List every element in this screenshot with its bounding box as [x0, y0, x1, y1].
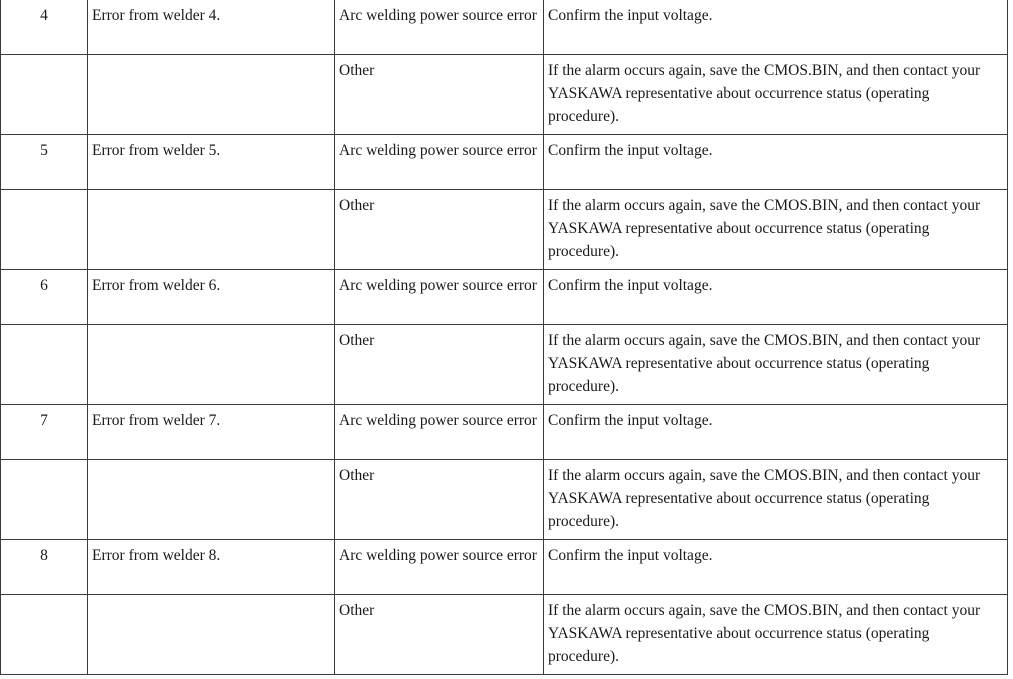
alarm-name: Error from welder 6.	[88, 270, 335, 325]
alarm-name: Error from welder 4.	[88, 0, 335, 55]
remedy-cell: If the alarm occurs again, save the CMOS.BIN, and then contact your YASKAWA representative about occurrence status (operating procedure).	[544, 460, 1008, 540]
empty-number-cell	[1, 595, 88, 675]
remedy-cell: Confirm the input voltage.	[544, 540, 1008, 595]
alarm-number: 6	[1, 270, 88, 325]
remedy-cell: Confirm the input voltage.	[544, 0, 1008, 55]
remedy-cell: Confirm the input voltage.	[544, 135, 1008, 190]
cause-cell: Other	[335, 190, 544, 270]
alarm-name: Error from welder 5.	[88, 135, 335, 190]
alarm-name: Error from welder 8.	[88, 540, 335, 595]
remedy-cell: If the alarm occurs again, save the CMOS.BIN, and then contact your YASKAWA representative about occurrence status (operating procedure).	[544, 325, 1008, 405]
table-row	[1, 55, 1008, 135]
cause-cell: Arc welding power source error	[335, 135, 544, 190]
cause-cell: Other	[335, 55, 544, 135]
remedy-cell: If the alarm occurs again, save the CMOS.BIN, and then contact your YASKAWA representative about occurrence status (operating procedure).	[544, 55, 1008, 135]
empty-name-cell	[88, 325, 335, 405]
empty-number-cell	[1, 55, 88, 135]
empty-number-cell	[1, 190, 88, 270]
cause-cell: Arc welding power source error	[335, 405, 544, 460]
table-row	[1, 405, 1008, 460]
table-row	[1, 190, 1008, 270]
cause-cell: Other	[335, 595, 544, 675]
cause-cell: Arc welding power source error	[335, 0, 544, 55]
table-row	[1, 0, 1008, 55]
cause-cell: Arc welding power source error	[335, 540, 544, 595]
cause-cell: Other	[335, 325, 544, 405]
table-row	[1, 540, 1008, 595]
alarm-number: 5	[1, 135, 88, 190]
table-row	[1, 270, 1008, 325]
alarm-number: 4	[1, 0, 88, 55]
empty-name-cell	[88, 55, 335, 135]
table-row	[1, 325, 1008, 405]
table-row	[1, 595, 1008, 675]
cause-cell: Other	[335, 460, 544, 540]
empty-name-cell	[88, 595, 335, 675]
alarm-number: 8	[1, 540, 88, 595]
table-row	[1, 460, 1008, 540]
remedy-cell: If the alarm occurs again, save the CMOS.BIN, and then contact your YASKAWA representative about occurrence status (operating procedure).	[544, 190, 1008, 270]
alarm-name: Error from welder 7.	[88, 405, 335, 460]
cause-cell: Arc welding power source error	[335, 270, 544, 325]
remedy-cell: Confirm the input voltage.	[544, 270, 1008, 325]
empty-number-cell	[1, 325, 88, 405]
empty-number-cell	[1, 460, 88, 540]
remedy-cell: If the alarm occurs again, save the CMOS.BIN, and then contact your YASKAWA representative about occurrence status (operating procedure).	[544, 595, 1008, 675]
alarm-table-body	[1, 0, 1008, 675]
empty-name-cell	[88, 460, 335, 540]
alarm-number: 7	[1, 405, 88, 460]
remedy-cell: Confirm the input voltage.	[544, 405, 1008, 460]
empty-name-cell	[88, 190, 335, 270]
table-row	[1, 135, 1008, 190]
